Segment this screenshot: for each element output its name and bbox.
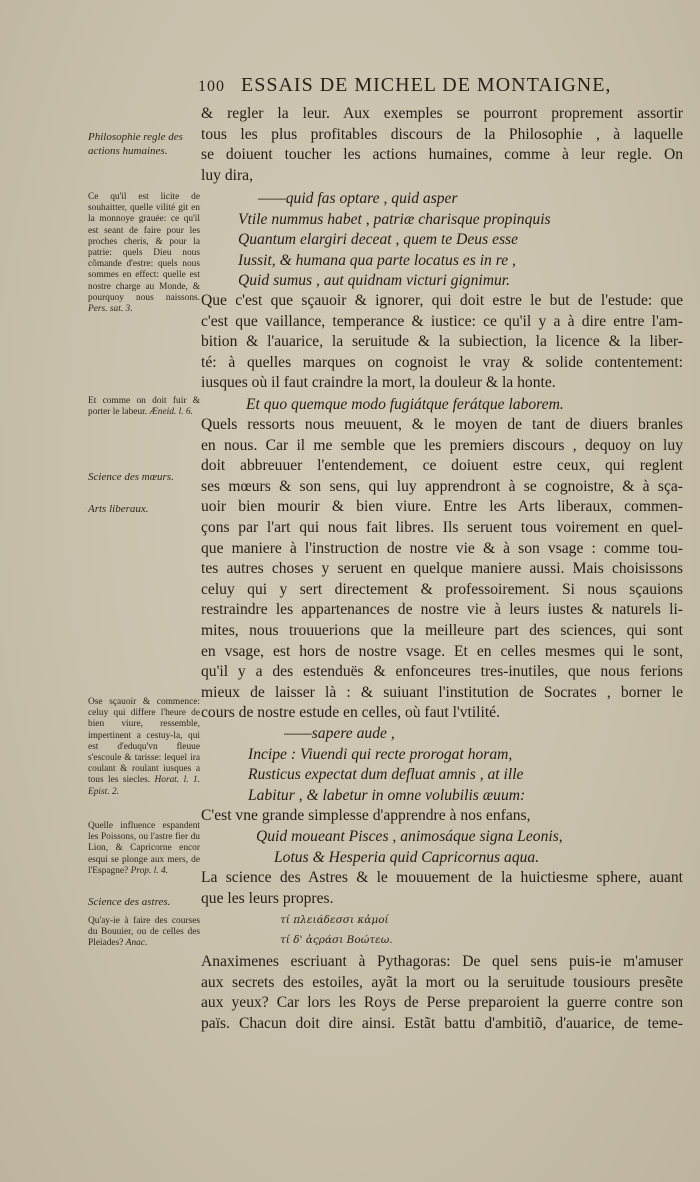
- verse-block-3: [238, 724, 658, 806]
- margin-note-text: Qu'ay-ie à faire des courses du Bouuier, ou de celles des Pleiades?: [88, 916, 200, 949]
- margin-note-text: Et comme on doit fuir & porter le labeur.: [88, 396, 200, 418]
- verse-line: Quantum elargiri deceat , quem te Deus esse: [238, 231, 519, 249]
- margin-note-ref: Pers. sat. 3.: [88, 304, 133, 315]
- body-line: té: à quelles marques on cognoist le vray & solide contentement:: [201, 353, 683, 371]
- margin-note-1: [88, 192, 200, 315]
- margin-note-4: [88, 821, 200, 877]
- verse-block-1: [238, 189, 658, 292]
- body-line: tous les plus profitables discours de la Philosophie , à laquelle: [201, 125, 683, 143]
- body-line: luy dira,: [201, 166, 253, 184]
- body-line: en vsage, est hors de nostre vsage. Et en celles mesmes qui le sont,: [201, 642, 683, 660]
- greek-quotation: [280, 910, 393, 950]
- verse-line: Rusticus expectat dum defluat amnis , at ille: [248, 766, 524, 784]
- verse-line: ——quid fas optare , quid asper: [258, 190, 458, 207]
- body-line: doit abbreuuer l'entendement, ce doiuent estre ceux, qui reglent: [201, 457, 683, 475]
- margin-note-text: Quelle influence espandent les Poissons, ou l'astre fier du Lion, & Capricorne encor esqui se plonge aux mers, de l'Espagne?: [88, 821, 200, 876]
- body-line: ses mœurs & son sens, qui luy apprendront à se cognoistre, & à sça-: [201, 477, 683, 495]
- margin-note-ref: Horat. l. 1. Epist. 2.: [88, 775, 200, 797]
- body-line: Quels ressorts nous meuuent, & le moyen de tant de diuers branles: [201, 416, 683, 433]
- body-line: qu'il y a des estenduës & enfonceures tres-inutiles, que nous ferions: [201, 663, 683, 681]
- body-line: iusques où il faut craindre la mort, la douleur & la honte.: [201, 374, 556, 392]
- verse-line: Iussit, & humana qua parte locatus es in re ,: [238, 251, 516, 269]
- body-line: uoir bien mourir & bien viure. Entre les Arts liberaux, commen-: [201, 498, 683, 516]
- verse-line: Labitur , & labetur in omne volubilis æuum:: [248, 786, 526, 804]
- body-line: Anaximenes escriuant à Pythagoras: De quel sens puis-ie m'amuser: [201, 953, 683, 970]
- margin-note-5: [88, 916, 200, 950]
- body-line: & regler la leur. Aux exemples se pourront proprement assortir: [201, 105, 683, 122]
- body-line: La science des Astres & le mouuement de la huictiesme sphere, auant: [201, 869, 683, 886]
- margin-note-text: Ose sçauoir & commence: celuy qui differe l'heure de bien viure, ressemble, impertinent a cestuy-la, qui est d'eduqu'vn fleuue s'escoule & tarisse: lequel ira coulant & roulant iusques a tous les siecles.: [88, 697, 200, 786]
- body-line: que maniere à l'instruction de nostre vie & à son vsage : comme tou-: [201, 539, 683, 557]
- body-line: tes autres choses y seruent en quelque maniere aussi. Mais choisissons: [201, 560, 683, 578]
- greek-line: τί πλειάδεσσι κἀμοί: [280, 914, 389, 926]
- body-line: Que c'est que sçauoir & ignorer, qui doit estre le but de l'estude: que: [201, 292, 683, 309]
- body-line: C'est vne grande simplesse d'apprendre à nos enfans,: [201, 807, 531, 824]
- margin-note-text: Ce qu'il est licite de souhaitter, quelle vilité git en la monnoye grauée: ce qu'il est seant de faire pour les proches cheris, & pour la patrie: quels Dieu nous cõmande d'estre: quels nous sommes en effect: quelle est nostre charge au Monde, & pourquoy nous naissons.: [88, 192, 200, 303]
- verse-block-4: [238, 827, 658, 868]
- body-line: celuy qui y sert directement & professoirement. Si nous sçauions: [201, 580, 683, 598]
- verse-line: Lotus & Hesperia quid Capricornus aqua.: [274, 848, 540, 866]
- body-line: se doiuent toucher les actions humaines, comme à leur regle. On: [201, 146, 683, 164]
- greek-line: τί δ' ἀςράσι Βοώτεω.: [280, 934, 393, 946]
- margin-note-3: [88, 697, 200, 798]
- margin-title-moeurs: Science des mœurs.: [88, 471, 174, 483]
- body-line: aux yeux? Car lors les Roys de Perse preparoient la guerre contre son: [201, 994, 683, 1012]
- margin-note-ref: Æneid. l. 6.: [149, 407, 193, 418]
- body-line: païs. Chacun doit dire ainsi. Estãt battu d'ambitiõ, d'auarice, de teme-: [201, 1014, 683, 1032]
- page-number: 100: [198, 78, 225, 95]
- verse-line: Quid moueant Pisces , animosáque signa Leonis,: [256, 828, 563, 845]
- body-line: que les leurs propres.: [201, 889, 334, 907]
- body-line: en nous. Car il me semble que les premiers discours , dequoy on luy: [201, 436, 683, 454]
- verse-line: ——sapere aude ,: [284, 725, 395, 742]
- margin-note-2: [88, 396, 200, 418]
- body-line: aux secrets des estoiles, ayãt la mort ou la seruitude tousiours presẽte: [201, 973, 683, 991]
- body-block-top: [201, 104, 683, 186]
- body-block-end: [201, 952, 683, 1034]
- margin-title-philosophie: Philosophie regle des actions humaines.: [88, 131, 183, 157]
- body-line: cours de nostre estude en celles, où faut l'vtilité.: [201, 704, 500, 722]
- verse-line: Incipe : Viuendi qui recte prorogat horam,: [248, 745, 513, 763]
- header-title: ESSAIS DE MICHEL DE MONTAIGNE,: [241, 74, 612, 96]
- margin-title-arts: Arts liberaux.: [88, 503, 149, 515]
- verse-line: Et quo quemque modo fugiátque ferátque laborem.: [246, 396, 564, 413]
- verse-line: Quid sumus , aut quidnam victuri gignimur.: [238, 272, 511, 290]
- body-line: c'est que vaillance, temperance & iustice: ce qu'il y a à dire entre l'am-: [201, 312, 683, 330]
- body-line: mites, nous trouuerions que la meilleure part des sciences, qui sont: [201, 621, 683, 639]
- running-header: [198, 74, 668, 97]
- margin-title-astres: Science des astres.: [88, 896, 171, 908]
- body-line: çons par l'art qui nous fait libres. Ils seruent tous voirement en quel-: [201, 518, 683, 536]
- body-block-mid3: [201, 806, 683, 827]
- body-block-mid1: [201, 291, 683, 394]
- margin-note-ref: Prop. l. 4.: [130, 865, 168, 876]
- body-block-mid4: [201, 868, 683, 909]
- body-block-mid2: [201, 415, 683, 724]
- body-line: mieux de laisser là : & suiuant l'institution de Socrates , borner le: [201, 683, 683, 701]
- verse-block-2: [246, 395, 666, 416]
- body-line: restraindre les appartenances de nostre vie à leurs iustes & naturels li-: [201, 601, 683, 619]
- body-line: bition & l'auarice, la seruitude & la subiection, la licence & la liber-: [201, 333, 683, 351]
- verse-line: Vtile nummus habet , patriæ charisque propinquis: [238, 210, 551, 228]
- margin-note-ref: Anac.: [125, 938, 148, 949]
